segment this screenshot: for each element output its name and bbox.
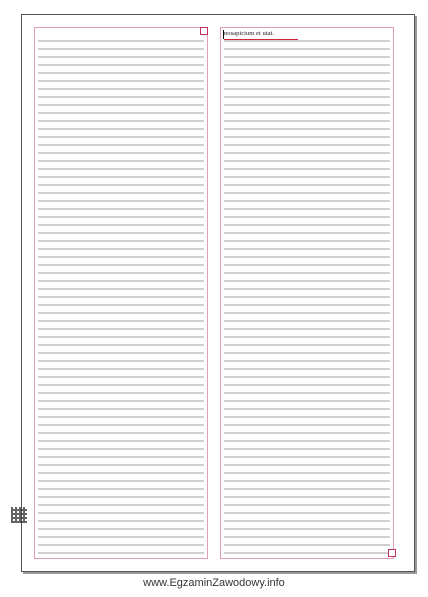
selected-text: nosapicium et utat. <box>224 30 274 37</box>
text-frame-left[interactable] <box>34 27 208 559</box>
document-page <box>21 14 415 572</box>
qr-code-icon <box>11 507 27 523</box>
text-frame-right[interactable] <box>220 27 394 559</box>
overset-text-icon[interactable] <box>388 549 396 557</box>
text-block-right-placeholder-lines <box>224 40 390 554</box>
selected-text-span[interactable] <box>224 30 274 38</box>
text-block-left-placeholder-lines <box>38 40 204 554</box>
frame-link-handle-left[interactable] <box>200 27 208 35</box>
footer-watermark: www.EgzaminZawodowy.info <box>143 577 285 589</box>
text-cursor <box>223 30 224 39</box>
